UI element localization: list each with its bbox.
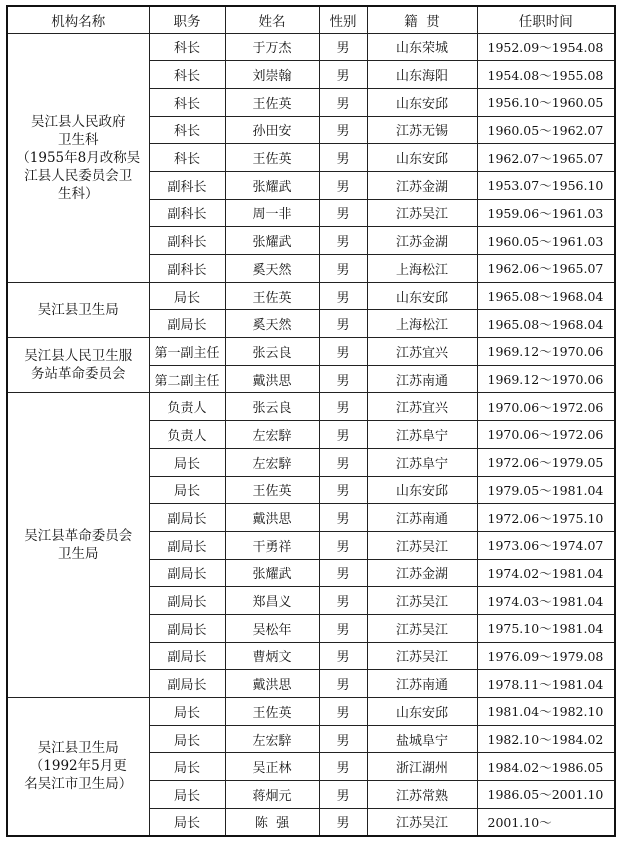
table-row — [7, 282, 615, 310]
name-cell: 刘崇翰 — [225, 61, 319, 89]
origin-cell: 山东荣城 — [367, 33, 477, 61]
origin-cell: 山东安邱 — [367, 88, 477, 116]
tenure-cell: 1969.12～1970.06 — [477, 365, 615, 393]
tenure-cell: 1981.04～1982.10 — [477, 698, 615, 726]
name-cell: 戴洪思 — [225, 365, 319, 393]
origin-cell: 盐城阜宁 — [367, 725, 477, 753]
gender-cell: 男 — [319, 365, 367, 393]
table-body — [7, 33, 615, 836]
name-cell: 王佐英 — [225, 88, 319, 116]
gender-cell: 男 — [319, 781, 367, 809]
position-cell: 局长 — [149, 753, 225, 781]
org-name-line: 卫生科 — [58, 131, 99, 148]
origin-cell: 江苏宜兴 — [367, 393, 477, 421]
gender-cell: 男 — [319, 421, 367, 449]
name-cell: 曹炳文 — [225, 642, 319, 670]
gender-cell: 男 — [319, 808, 367, 836]
tenure-cell: 1972.06～1979.05 — [477, 448, 615, 476]
gender-cell: 男 — [319, 587, 367, 615]
tenure-cell: 1970.06～1972.06 — [477, 421, 615, 449]
name-cell: 张耀武 — [225, 227, 319, 255]
position-cell: 科长 — [149, 116, 225, 144]
tenure-cell: 1965.08～1968.04 — [477, 310, 615, 338]
position-cell: 负责人 — [149, 393, 225, 421]
gender-cell: 男 — [319, 255, 367, 283]
origin-cell: 江苏南通 — [367, 365, 477, 393]
tenure-cell: 1959.06～1961.03 — [477, 199, 615, 227]
name-cell: 张云良 — [225, 393, 319, 421]
org-name-cell — [7, 698, 149, 836]
tenure-cell: 1960.05～1961.03 — [477, 227, 615, 255]
gender-cell: 男 — [319, 504, 367, 532]
header-org: 机构名称 — [7, 6, 149, 33]
gender-cell: 男 — [319, 753, 367, 781]
origin-cell: 江苏吴江 — [367, 199, 477, 227]
position-cell: 副局长 — [149, 310, 225, 338]
tenure-cell: 1952.09～1954.08 — [477, 33, 615, 61]
position-cell: 负责人 — [149, 421, 225, 449]
org-name-cell — [7, 393, 149, 698]
gender-cell: 男 — [319, 33, 367, 61]
tenure-cell: 1979.05～1981.04 — [477, 476, 615, 504]
name-cell: 左宏騂 — [225, 725, 319, 753]
position-cell: 副局长 — [149, 670, 225, 698]
name-cell: 左宏騂 — [225, 448, 319, 476]
tenure-cell: 1953.07～1956.10 — [477, 171, 615, 199]
tenure-cell: 1960.05～1962.07 — [477, 116, 615, 144]
org-name-line: 名吴江市卫生局） — [24, 776, 133, 793]
name-cell: 王佐英 — [225, 476, 319, 504]
origin-cell: 江苏宜兴 — [367, 338, 477, 366]
origin-cell: 江苏金湖 — [367, 559, 477, 587]
position-cell: 副局长 — [149, 504, 225, 532]
tenure-cell: 1986.05～2001.10 — [477, 781, 615, 809]
tenure-cell: 1984.02～1986.05 — [477, 753, 615, 781]
name-cell: 张云良 — [225, 338, 319, 366]
name-cell: 张耀武 — [225, 171, 319, 199]
tenure-cell: 1965.08～1968.04 — [477, 282, 615, 310]
officials-table — [6, 5, 616, 837]
name-cell: 周一非 — [225, 199, 319, 227]
origin-cell: 上海松江 — [367, 310, 477, 338]
tenure-cell: 2001.10～ — [477, 808, 615, 836]
gender-cell: 男 — [319, 614, 367, 642]
tenure-cell: 1972.06～1975.10 — [477, 504, 615, 532]
tenure-cell: 1975.10～1981.04 — [477, 614, 615, 642]
tenure-cell: 1969.12～1970.06 — [477, 338, 615, 366]
tenure-cell: 1974.02～1981.04 — [477, 559, 615, 587]
origin-cell: 江苏吴江 — [367, 531, 477, 559]
position-cell: 副科长 — [149, 199, 225, 227]
origin-cell: 山东安邱 — [367, 282, 477, 310]
position-cell: 副科长 — [149, 171, 225, 199]
org-name-line: （1992年5月更 — [29, 758, 127, 775]
name-cell: 郑昌义 — [225, 587, 319, 615]
table-row — [7, 393, 615, 421]
org-name-line: 吴江县卫生局 — [37, 301, 119, 318]
gender-cell: 男 — [319, 393, 367, 421]
position-cell: 第一副主任 — [149, 338, 225, 366]
gender-cell: 男 — [319, 171, 367, 199]
table-row — [7, 33, 615, 61]
gender-cell: 男 — [319, 116, 367, 144]
gender-cell: 男 — [319, 531, 367, 559]
org-name-line: （1955年8月改称吴 — [16, 149, 141, 166]
gender-cell: 男 — [319, 725, 367, 753]
gender-cell: 男 — [319, 199, 367, 227]
origin-cell: 江苏南通 — [367, 670, 477, 698]
name-cell: 吴正林 — [225, 753, 319, 781]
position-cell: 科长 — [149, 61, 225, 89]
gender-cell: 男 — [319, 559, 367, 587]
gender-cell: 男 — [319, 310, 367, 338]
gender-cell: 男 — [319, 642, 367, 670]
name-cell: 张耀武 — [225, 559, 319, 587]
name-cell: 戴洪思 — [225, 504, 319, 532]
name-cell: 王佐英 — [225, 144, 319, 172]
tenure-cell: 1954.08～1955.08 — [477, 61, 615, 89]
org-name-line: 吴江县人民卫生服 — [24, 348, 133, 365]
org-name-line: 卫生局 — [58, 546, 99, 563]
name-cell: 王佐英 — [225, 282, 319, 310]
org-name-line: 吴江县人民政府 — [31, 113, 126, 130]
name-cell: 于万杰 — [225, 33, 319, 61]
name-cell: 奚天然 — [225, 310, 319, 338]
name-cell: 陈 强 — [225, 808, 319, 836]
position-cell: 局长 — [149, 698, 225, 726]
tenure-cell: 1962.06～1965.07 — [477, 255, 615, 283]
gender-cell: 男 — [319, 282, 367, 310]
position-cell: 科长 — [149, 144, 225, 172]
org-name-line: 吴江县卫生局 — [37, 740, 119, 757]
position-cell: 局长 — [149, 282, 225, 310]
position-cell: 科长 — [149, 88, 225, 116]
origin-cell: 上海松江 — [367, 255, 477, 283]
origin-cell: 山东安邱 — [367, 144, 477, 172]
position-cell: 局长 — [149, 808, 225, 836]
origin-cell: 江苏吴江 — [367, 808, 477, 836]
tenure-cell: 1973.06～1974.07 — [477, 531, 615, 559]
name-cell: 吴松年 — [225, 614, 319, 642]
tenure-cell: 1956.10～1960.05 — [477, 88, 615, 116]
org-name-line: 务站革命委员会 — [31, 366, 126, 383]
name-cell: 孙田安 — [225, 116, 319, 144]
name-cell: 王佐英 — [225, 698, 319, 726]
gender-cell: 男 — [319, 88, 367, 116]
header-name: 姓名 — [225, 6, 319, 33]
org-name-line: 吴江县革命委员会 — [24, 528, 133, 545]
origin-cell: 江苏无锡 — [367, 116, 477, 144]
gender-cell: 男 — [319, 448, 367, 476]
position-cell: 副局长 — [149, 587, 225, 615]
gender-cell: 男 — [319, 144, 367, 172]
origin-cell: 江苏常熟 — [367, 781, 477, 809]
org-name-cell — [7, 33, 149, 282]
gender-cell: 男 — [319, 338, 367, 366]
gender-cell: 男 — [319, 670, 367, 698]
origin-cell: 江苏南通 — [367, 504, 477, 532]
gender-cell: 男 — [319, 61, 367, 89]
name-cell: 蒋炯元 — [225, 781, 319, 809]
header-tenure: 任职时间 — [477, 6, 615, 33]
name-cell: 左宏騂 — [225, 421, 319, 449]
org-name-line: 江县人民委员会卫 — [24, 167, 133, 184]
position-cell: 局长 — [149, 781, 225, 809]
org-name-line: 生科） — [58, 185, 99, 202]
gender-cell: 男 — [319, 698, 367, 726]
table-row — [7, 338, 615, 366]
origin-cell: 江苏吴江 — [367, 642, 477, 670]
tenure-cell: 1976.09～1979.08 — [477, 642, 615, 670]
tenure-cell: 1974.03～1981.04 — [477, 587, 615, 615]
gender-cell: 男 — [319, 227, 367, 255]
position-cell: 副局长 — [149, 531, 225, 559]
position-cell: 第二副主任 — [149, 365, 225, 393]
origin-cell: 江苏吴江 — [367, 587, 477, 615]
origin-cell: 江苏阜宁 — [367, 448, 477, 476]
tenure-cell: 1978.11～1981.04 — [477, 670, 615, 698]
origin-cell: 江苏金湖 — [367, 227, 477, 255]
header-row — [7, 6, 615, 33]
position-cell: 副科长 — [149, 227, 225, 255]
table-row — [7, 698, 615, 726]
header-gender: 性别 — [319, 6, 367, 33]
origin-cell: 江苏阜宁 — [367, 421, 477, 449]
position-cell: 副局长 — [149, 642, 225, 670]
gender-cell: 男 — [319, 476, 367, 504]
name-cell: 干勇祥 — [225, 531, 319, 559]
header-position: 职务 — [149, 6, 225, 33]
origin-cell: 浙江湖州 — [367, 753, 477, 781]
origin-cell: 山东安邱 — [367, 698, 477, 726]
tenure-cell: 1970.06～1972.06 — [477, 393, 615, 421]
origin-cell: 山东海阳 — [367, 61, 477, 89]
position-cell: 局长 — [149, 476, 225, 504]
name-cell: 戴洪思 — [225, 670, 319, 698]
org-name-cell — [7, 282, 149, 337]
position-cell: 副局长 — [149, 614, 225, 642]
name-cell: 奚天然 — [225, 255, 319, 283]
position-cell: 副局长 — [149, 559, 225, 587]
position-cell: 局长 — [149, 725, 225, 753]
tenure-cell: 1962.07～1965.07 — [477, 144, 615, 172]
position-cell: 科长 — [149, 33, 225, 61]
origin-cell: 江苏吴江 — [367, 614, 477, 642]
org-name-cell — [7, 338, 149, 393]
position-cell: 副科长 — [149, 255, 225, 283]
position-cell: 局长 — [149, 448, 225, 476]
origin-cell: 江苏金湖 — [367, 171, 477, 199]
origin-cell: 山东安邱 — [367, 476, 477, 504]
header-origin: 籍 贯 — [367, 6, 477, 33]
tenure-cell: 1982.10～1984.02 — [477, 725, 615, 753]
